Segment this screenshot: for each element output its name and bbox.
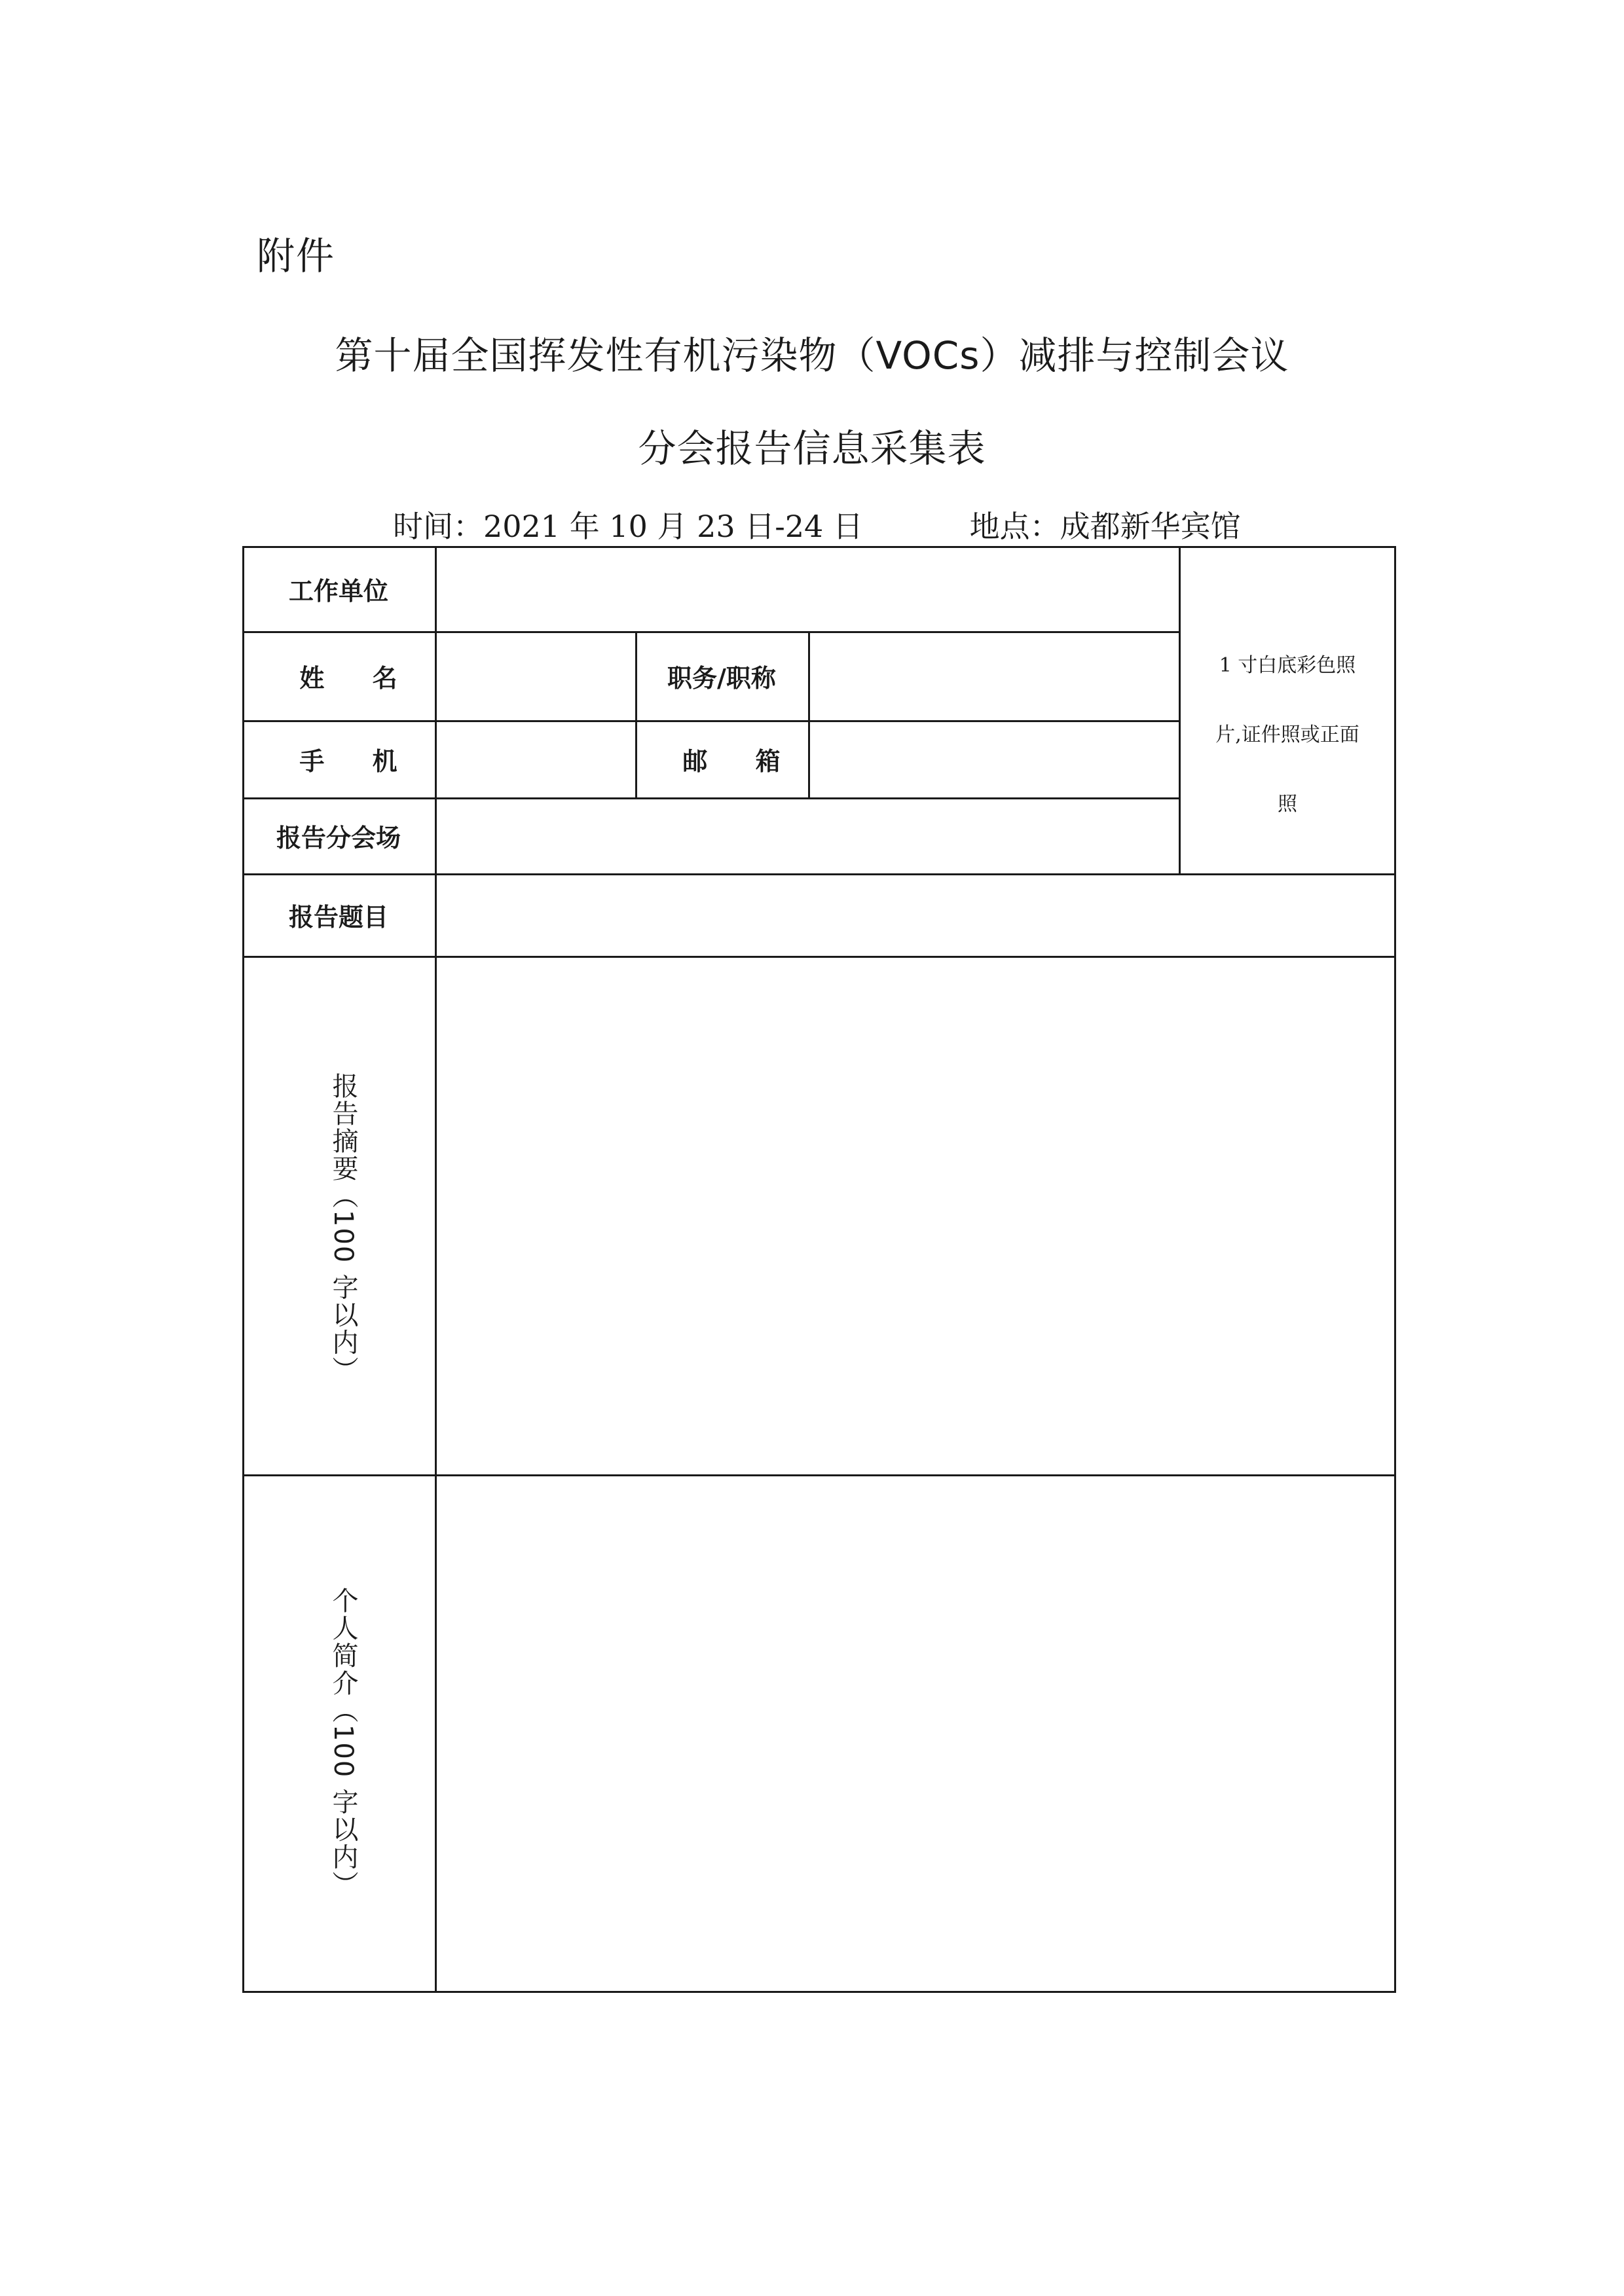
position-field[interactable] <box>810 633 1179 720</box>
employer-label: 工作单位 <box>288 576 388 606</box>
phone-label: 手 机 <box>299 746 417 776</box>
attachment-label: 附件 <box>257 234 336 278</box>
abstract-label: 报告摘要（100 字以内） <box>328 1072 358 1384</box>
employer-field[interactable] <box>437 548 1179 631</box>
session-field[interactable] <box>437 799 1179 873</box>
document-title: 第十届全国挥发性有机污染物（VOCs）减排与控制会议 <box>335 333 1289 378</box>
report-title-label: 报告题目 <box>288 902 388 932</box>
photo-note-line: 照 <box>1278 793 1297 816</box>
meeting-time: 时间：2021 年 10 月 23 日-24 日 <box>393 509 863 544</box>
position-label: 职务/职称 <box>667 663 776 693</box>
report-title-field[interactable] <box>437 875 1394 956</box>
document-subtitle: 分会报告信息采集表 <box>638 426 986 471</box>
photo-placeholder[interactable] <box>1181 631 1394 873</box>
photo-note-line: 1 寸白底彩色照 <box>1219 654 1356 677</box>
email-label: 邮 箱 <box>682 746 800 776</box>
photo-note-line: 片,证件照或正面 <box>1215 723 1359 746</box>
phone-field[interactable] <box>437 722 635 797</box>
session-label: 报告分会场 <box>276 823 401 852</box>
name-label: 姓 名 <box>299 663 417 693</box>
info-form-table <box>242 546 1396 1993</box>
name-field[interactable] <box>437 633 635 720</box>
abstract-field[interactable] <box>437 958 1394 1474</box>
meeting-info <box>393 503 1241 546</box>
meeting-place: 地点：成都新华宾馆 <box>969 509 1241 544</box>
bio-label: 个人简介（100 字以内） <box>328 1587 358 1899</box>
email-field[interactable] <box>810 722 1179 797</box>
bio-field[interactable] <box>437 1476 1394 1991</box>
